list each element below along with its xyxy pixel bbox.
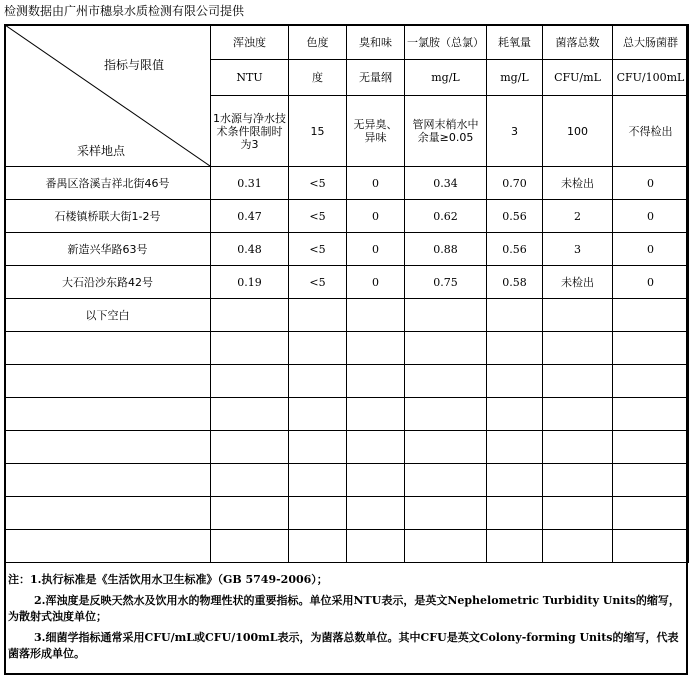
column-name: 耗氧量: [487, 25, 543, 60]
diagonal-label-indicators: 指标与限值: [103, 58, 164, 72]
table-cell: 2: [543, 200, 613, 233]
table-cell: 0.31: [211, 167, 289, 200]
table-cell: <5: [289, 266, 347, 299]
note-1: 注：1.执行标准是《生活饮用水卫生标准》（GB 5749-2006）；: [8, 573, 328, 586]
table-cell: 未检出: [543, 266, 613, 299]
table-cell: 0: [613, 167, 689, 200]
table-cell: 0.48: [211, 233, 289, 266]
table-cell: 3: [543, 233, 613, 266]
table-cell: 未检出: [543, 167, 613, 200]
diagonal-label-sites: 采样地点: [77, 144, 126, 158]
column-name: 浑浊度: [211, 25, 289, 60]
column-name: 一氯胺（总氯）: [405, 25, 487, 60]
table-cell: <5: [289, 167, 347, 200]
column-limit: 100: [543, 96, 613, 167]
note-3: 3.细菌学指标通常采用CFU/mL或CFU/100mL表示，为菌落总数单位。其中CFU是英文Colony-forming Units的缩写，代表菌落形成单位。: [8, 631, 679, 660]
column-limit: 1水源与净水技 术条件限制时为3: [211, 96, 289, 167]
column-limit: 15: [289, 96, 347, 167]
column-name: 菌落总数: [543, 25, 613, 60]
column-limit: 3: [487, 96, 543, 167]
column-unit: 度: [289, 60, 347, 96]
table-cell: 0: [613, 266, 689, 299]
table-cell: 0: [347, 233, 405, 266]
table-cell: 0: [613, 200, 689, 233]
table-cell: 0.70: [487, 167, 543, 200]
column-limit: 不得检出: [613, 96, 689, 167]
column-unit: NTU: [211, 60, 289, 96]
table-cell: 0: [613, 233, 689, 266]
column-name: 臭和味: [347, 25, 405, 60]
note-2: 2.浑浊度是反映天然水及饮用水的物理性状的重要指标。单位采用NTU表示，是英文Nephelometric Turbidity Units的缩写，为散射式浊度单位；: [8, 594, 680, 623]
table-cell: 0.47: [211, 200, 289, 233]
column-unit: mg/L: [487, 60, 543, 96]
table-cell: 0.58: [487, 266, 543, 299]
sampling-site: 大石沿沙东路42号: [5, 266, 211, 299]
notes-section: [8, 572, 680, 667]
column-unit: CFU/100mL: [613, 60, 689, 96]
table-cell: 0.34: [405, 167, 487, 200]
column-limit: 管网末梢水中 余量≥0.05: [405, 96, 487, 167]
table-cell: 0: [347, 266, 405, 299]
column-unit: 无量纲: [347, 60, 405, 96]
table-cell: <5: [289, 200, 347, 233]
column-name: 色度: [289, 25, 347, 60]
table-cell: 0.56: [487, 200, 543, 233]
sampling-site: 番禺区洛溪吉祥北街46号: [5, 167, 211, 200]
table-cell: <5: [289, 233, 347, 266]
column-limit: 无异臭、异味: [347, 96, 405, 167]
sampling-site: 以下空白: [5, 299, 211, 332]
column-unit: CFU/mL: [543, 60, 613, 96]
column-name: 总大肠菌群: [613, 25, 689, 60]
table-cell: 0: [347, 167, 405, 200]
data-source-line: 检测数据由广州市穗泉水质检测有限公司提供: [4, 4, 245, 18]
table-cell: 0.88: [405, 233, 487, 266]
sampling-site: 石楼镇桥联大街1-2号: [5, 200, 211, 233]
sampling-site: 新造兴华路63号: [5, 233, 211, 266]
table-cell: 0: [347, 200, 405, 233]
column-unit: mg/L: [405, 60, 487, 96]
table-cell: 0.75: [405, 266, 487, 299]
table-cell: 0.19: [211, 266, 289, 299]
table-cell: 0.56: [487, 233, 543, 266]
table-cell: 0.62: [405, 200, 487, 233]
